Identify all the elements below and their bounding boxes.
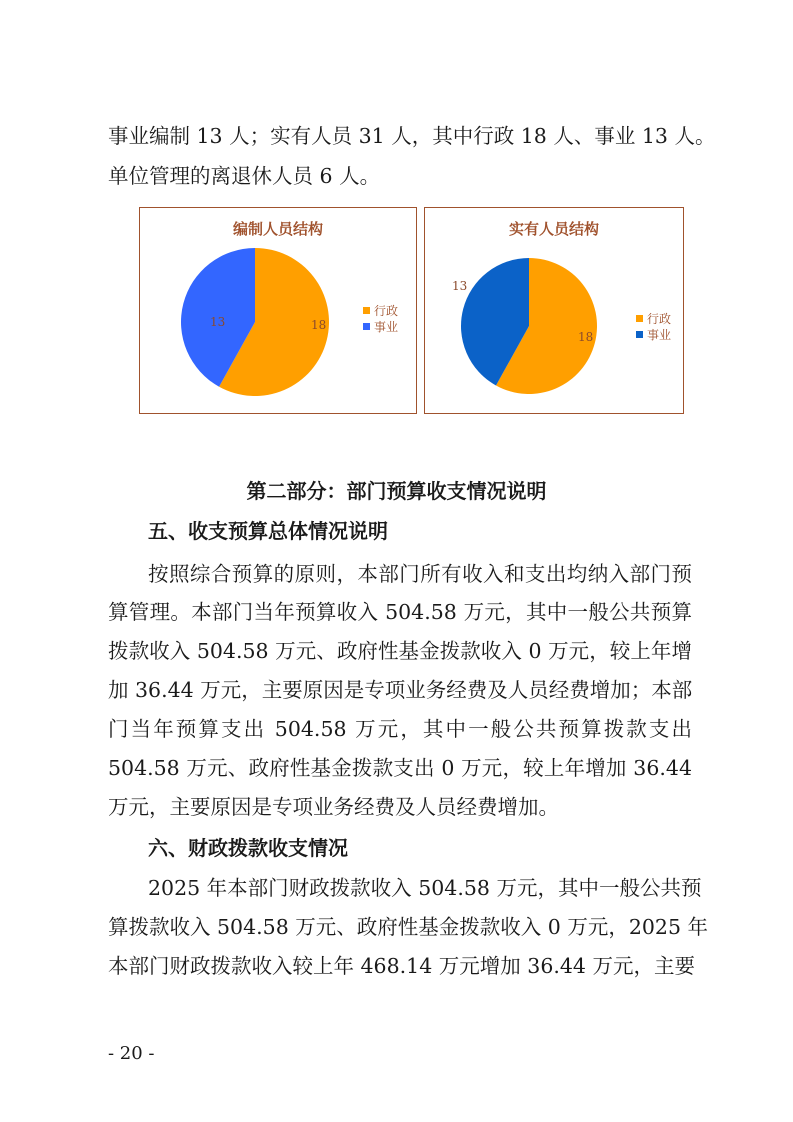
legend [363, 302, 398, 334]
legend-label-career: 事业 [647, 327, 672, 342]
chart-actual-staff [424, 207, 684, 414]
legend-swatch-admin [363, 307, 370, 314]
intro-line-2: 单位管理的离退休人员 6 人。 [108, 164, 381, 188]
legend-item-admin [363, 302, 398, 318]
legend-swatch-career [636, 331, 643, 338]
heading-six: 六、财政拨款收支情况 [148, 836, 348, 860]
para6-line-2: 算拨款收入 504.58 万元、政府性基金拨款收入 0 万元，2025 年 [108, 915, 709, 939]
legend-item-career [636, 326, 671, 342]
legend-item-admin [636, 310, 671, 326]
legend-label-admin: 行政 [374, 303, 399, 318]
chart-authorized-staff [139, 207, 417, 414]
heading-five: 五、收支预算总体情况说明 [148, 519, 388, 543]
page-number: - 20 - [108, 1043, 155, 1064]
legend-label-career: 事业 [374, 319, 399, 334]
legend-item-career [363, 318, 398, 334]
para5-line-3: 拨款收入 504.58 万元、政府性基金拨款收入 0 万元，较上年增 [108, 639, 692, 663]
para6-line-3: 本部门财政拨款收入较上年 468.14 万元增加 36.44 万元，主要 [108, 954, 695, 978]
para5-line-6: 504.58 万元、政府性基金拨款支出 0 万元，较上年增加 36.44 [108, 756, 692, 780]
para5-line-1: 按照综合预算的原则，本部门所有收入和支出均纳入部门预 [148, 562, 692, 586]
data-label-career: 13 [210, 315, 226, 329]
intro-line-1: 事业编制 13 人；实有人员 31 人，其中行政 18 人、事业 13 人。 [108, 124, 716, 148]
data-label-admin: 18 [311, 318, 327, 332]
para5-line-5: 门当年预算支出 504.58 万元，其中一般公共预算拨款支出 [108, 717, 692, 741]
section-title: 第二部分：部门预算收支情况说明 [246, 479, 547, 503]
legend-label-admin: 行政 [647, 311, 672, 326]
data-label-admin: 18 [578, 330, 594, 344]
para5-line-7: 万元，主要原因是专项业务经费及人员经费增加。 [108, 795, 559, 819]
para6-line-1: 2025 年本部门财政拨款收入 504.58 万元，其中一般公共预 [148, 876, 702, 900]
legend-swatch-admin [636, 315, 643, 322]
para5-line-4: 加 36.44 万元，主要原因是专项业务经费及人员经费增加；本部 [108, 678, 693, 702]
chart-title: 编制人员结构 [232, 220, 323, 238]
data-label-career: 13 [452, 279, 468, 293]
legend-swatch-career [363, 323, 370, 330]
para5-line-2: 算管理。本部门当年预算收入 504.58 万元，其中一般公共预算 [108, 600, 692, 624]
legend [636, 310, 671, 342]
chart-title: 实有人员结构 [508, 220, 599, 238]
